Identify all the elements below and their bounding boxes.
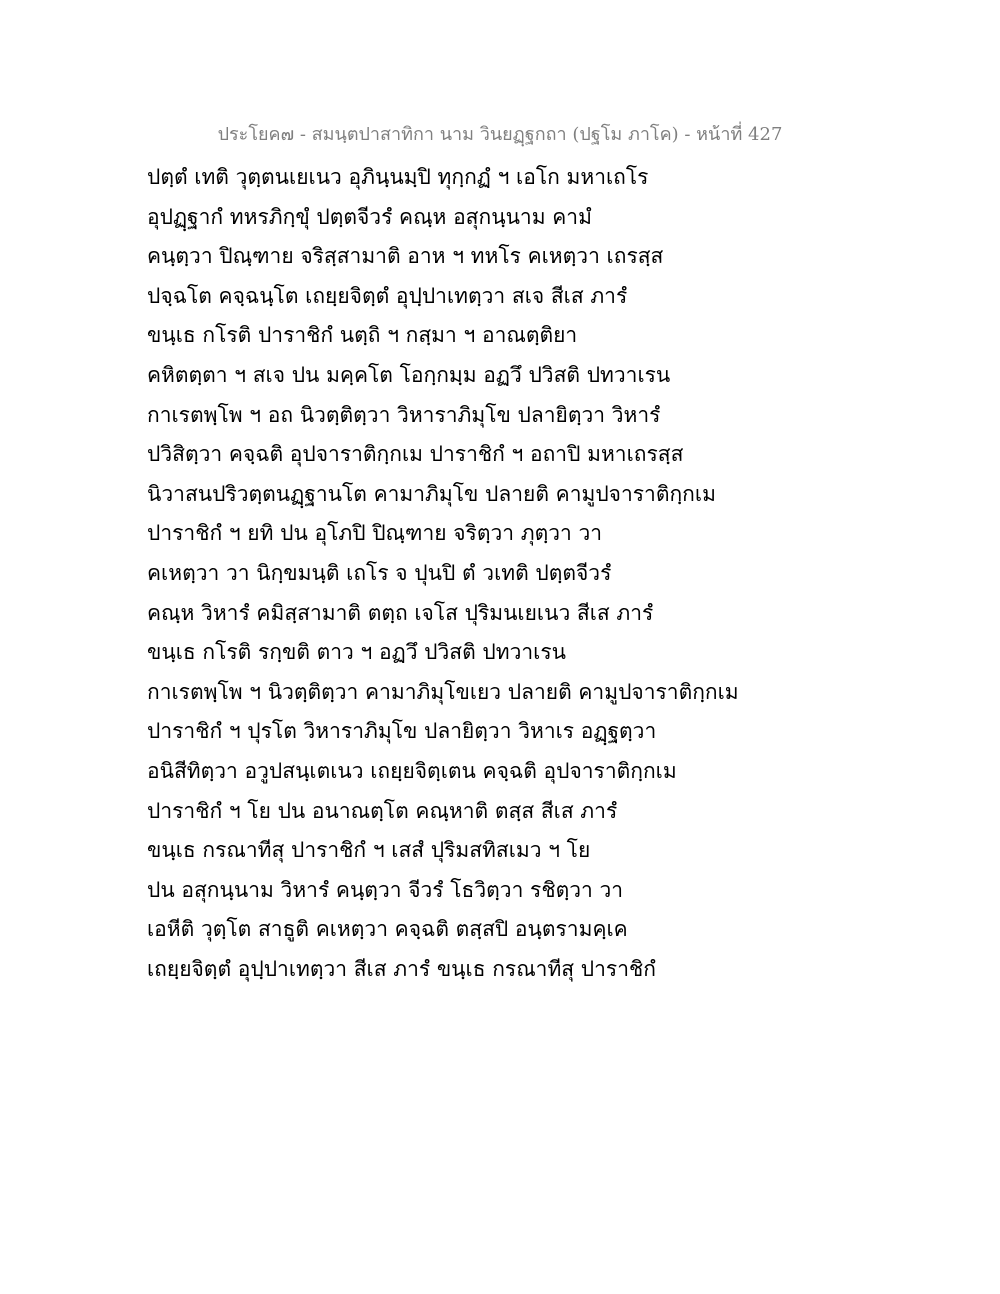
text-line: ปตฺตํ เทติ วุตฺตนเยเนว อุภินฺนมฺปิ ทุกฺกฏํ ฯ เอโก มหาเถโร: [147, 165, 649, 189]
text-line: เอหีติ วุตฺโต สาธูติ คเหตฺวา คจฺฉติ ตสฺสปิ อนฺตรามคฺเค: [147, 917, 628, 942]
text-line: ปาราชิกํ ฯ ยทิ ปน อุโภปิ ปิณฺฑาย จริตฺวา ภุตฺวา วา: [147, 521, 603, 546]
text-line: ปจฺฉโต คจฺฉนฺโต เถยฺยจิตฺตํ อุปฺปาเทตฺวา สเจ สีเส ภารํ: [147, 283, 628, 308]
text-line: คเหตฺวา วา นิกฺขมนฺติ เถโร จ ปุนปิ ตํ วเทติ ปตฺตจีวรํ: [147, 560, 612, 585]
text-line: อุปฏฺฐากํ ทหรภิกฺขุํ ปตฺตจีวรํ คณฺห อสุกนฺนาม คามํ: [147, 204, 592, 229]
body-text: [147, 158, 867, 989]
text-line: กาเรตพฺโพ ฯ นิวตฺติตฺวา คามาภิมุโขเยว ปลายติ คามูปจาราติกฺกเม: [147, 679, 739, 704]
text-line: ขนฺเธ กโรติ รกฺขติ ตาว ฯ อฏวึ ปวิสติ ปทวาเรน: [147, 640, 566, 665]
text-line: เถยฺยจิตฺตํ อุปฺปาเทตฺวา สีเส ภารํ ขนฺเธ กรณาทีสุ ปาราชิกํ: [147, 956, 656, 981]
text-line: ปวิสิตฺวา คจฺฉติ อุปจาราติกฺกเม ปาราชิกํ ฯ อถาปิ มหาเถรสฺส: [147, 442, 684, 467]
text-line: คหิตตฺตา ฯ สเจ ปน มคฺคโต โอกฺกมฺม อฏวึ ปวิสติ ปทวาเรน: [147, 362, 671, 387]
text-line: กาเรตพฺโพ ฯ อถ นิวตฺติตฺวา วิหาราภิมุโข ปลายิตฺวา วิหารํ: [147, 402, 661, 427]
text-line: ปน อสุกนฺนาม วิหารํ คนฺตฺวา จีวรํ โธวิตฺวา รชิตฺวา วา: [147, 877, 624, 902]
text-line: ขนฺเธ กรณาทีสุ ปาราชิกํ ฯ เสสํ ปุริมสทิสเมว ฯ โย: [147, 838, 591, 863]
text-line: ปาราชิกํ ฯ ปุรโต วิหาราภิมุโข ปลายิตฺวา วิหาเร อฏฺฐตฺวา: [147, 719, 657, 744]
text-line: คณฺห วิหารํ คมิสฺสามาติ ตตฺถ เจโส ปุริมนเยเนว สีเส ภารํ: [147, 600, 654, 625]
page-header: ประโยค๗ - สมนฺตปาสาทิกา นาม วินยฏฺฐกถา (ปฐโม ภาโค) - หน้าที่ 427: [217, 124, 783, 145]
text-line: คนฺตฺวา ปิณฺฑาย จริสฺสามาติ อาห ฯ ทหโร คเหตฺวา เถรสฺส: [147, 244, 664, 269]
text-line: ปาราชิกํ ฯ โย ปน อนาณตฺโต คณฺหาติ ตสฺส สีเส ภารํ: [147, 798, 618, 823]
text-line: นิวาสนปริวตฺตนฏฺฐานโต คามาภิมุโข ปลายติ คามูปจาราติกฺกเม: [147, 481, 716, 506]
text-line: อนิสีทิตฺวา อวูปสนฺเตเนว เถยฺยจิตฺเตน คจฺฉติ อุปจาราติกฺกเม: [147, 758, 677, 783]
text-line: ขนฺเธ กโรติ ปาราชิกํ นตฺถิ ฯ กสฺมา ฯ อาณตฺติยา: [147, 323, 578, 348]
